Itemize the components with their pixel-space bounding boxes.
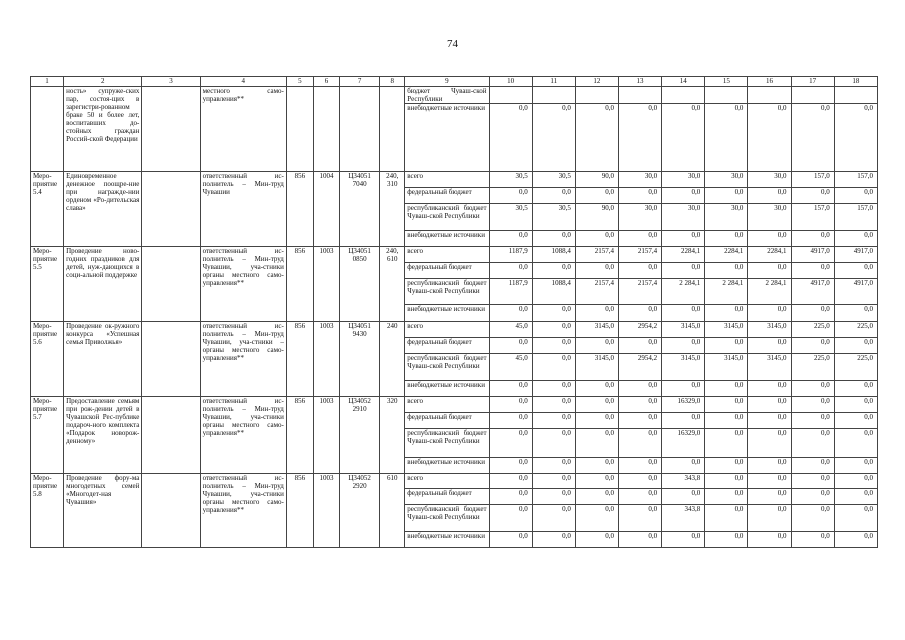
column-header: 8	[380, 77, 405, 87]
amount-cell: 0,0	[662, 104, 705, 172]
amount-cell: 0,0	[791, 381, 834, 397]
amount-cell: 0,0	[575, 505, 618, 532]
gr-bs: 856	[286, 474, 313, 548]
amount-cell: 0,0	[575, 338, 618, 354]
amount-cell	[662, 87, 705, 104]
amount-cell: 0,0	[705, 305, 748, 322]
amount-cell: 0,0	[618, 263, 661, 279]
amount-cell: 0,0	[618, 532, 661, 548]
amount-cell: 157,0	[791, 204, 834, 231]
amount-cell: 16329,0	[662, 429, 705, 458]
amount-cell: 0,0	[618, 104, 661, 172]
amount-cell: 0,0	[532, 532, 575, 548]
funding-source: федеральный бюджет	[405, 263, 489, 279]
amount-cell: 30,0	[705, 172, 748, 188]
amount-cell: 225,0	[791, 354, 834, 381]
amount-cell: 0,0	[662, 231, 705, 247]
amount-cell: 0,0	[662, 338, 705, 354]
executor: ответственный ис-полнитель – Мин-труд Чувашии, уча-стники органы местного само-управления**	[200, 247, 286, 322]
funding-source: бюджет Чуваш-ской Республики	[405, 87, 489, 104]
amount-cell: 0,0	[532, 413, 575, 429]
amount-cell: 0,0	[662, 305, 705, 322]
event-col3	[142, 322, 200, 397]
event-name: Предоставление семьям при рож-дении детей в Чувашской Рес-публике подароч-ного комплекта «Подарок новорож-денному»	[64, 397, 142, 474]
amount-cell: 0,0	[575, 474, 618, 489]
amount-cell	[489, 87, 532, 104]
amount-cell: 0,0	[748, 305, 791, 322]
funding-source: федеральный бюджет	[405, 489, 489, 505]
funding-source: федеральный бюджет	[405, 338, 489, 354]
amount-cell: 0,0	[748, 458, 791, 474]
gr-bs: 856	[286, 247, 313, 322]
amount-cell: 0,0	[489, 489, 532, 505]
target-article: Ц34051 7040	[340, 172, 380, 247]
event-name: Единовременное денежное поощре-ние при награжде-нии орденом «Ро-дительская слава»	[64, 172, 142, 247]
amount-cell: 0,0	[705, 413, 748, 429]
funding-source: республиканский бюджет Чуваш-ской Республики	[405, 204, 489, 231]
page-number: 74	[447, 38, 458, 50]
amount-cell: 0,0	[532, 397, 575, 413]
event-col3	[142, 172, 200, 247]
funding-source: всего	[405, 172, 489, 188]
column-header: 12	[575, 77, 618, 87]
amount-cell: 157,0	[834, 204, 877, 231]
amount-cell: 0,0	[791, 338, 834, 354]
event-name: ность» супруже-ских пар, состоя-щих в зарегистри-рованном браке 50 и более лет, воспитавших до-стойных граждан Россий-ской Федерации	[64, 87, 142, 172]
funding-source: всего	[405, 322, 489, 338]
amount-cell: 0,0	[705, 429, 748, 458]
amount-cell: 0,0	[705, 188, 748, 204]
amount-cell: 0,0	[575, 429, 618, 458]
event-number: Меро-приятие 5.6	[31, 322, 64, 397]
target-article: Ц34051 0850	[340, 247, 380, 322]
funding-source: внебюджетные источники	[405, 381, 489, 397]
amount-cell: 0,0	[532, 104, 575, 172]
amount-cell: 0,0	[618, 231, 661, 247]
amount-cell: 0,0	[575, 489, 618, 505]
executor: местного само-управления**	[200, 87, 286, 172]
amount-cell: 0,0	[662, 263, 705, 279]
amount-cell: 30,5	[532, 172, 575, 188]
amount-cell: 0,0	[662, 489, 705, 505]
amount-cell	[532, 87, 575, 104]
funding-source: всего	[405, 397, 489, 413]
amount-cell: 0,0	[748, 429, 791, 458]
amount-cell: 0,0	[489, 532, 532, 548]
amount-cell: 0,0	[489, 188, 532, 204]
amount-cell: 3145,0	[748, 354, 791, 381]
amount-cell	[748, 87, 791, 104]
amount-cell: 0,0	[662, 458, 705, 474]
amount-cell: 30,0	[748, 204, 791, 231]
funding-source: внебюджетные источники	[405, 458, 489, 474]
amount-cell: 0,0	[489, 104, 532, 172]
amount-cell: 0,0	[748, 397, 791, 413]
amount-cell: 0,0	[748, 474, 791, 489]
amount-cell: 3145,0	[705, 354, 748, 381]
column-header: 9	[405, 77, 489, 87]
amount-cell	[618, 87, 661, 104]
amount-cell: 0,0	[575, 305, 618, 322]
amount-cell: 0,0	[618, 474, 661, 489]
gr-bs	[286, 87, 313, 172]
amount-cell: 2 284,1	[748, 279, 791, 305]
amount-cell: 0,0	[662, 381, 705, 397]
amount-cell: 1187,9	[489, 247, 532, 263]
column-header: 6	[313, 77, 339, 87]
table-body	[31, 87, 878, 548]
amount-cell: 0,0	[791, 474, 834, 489]
amount-cell: 0,0	[748, 231, 791, 247]
event-number: Меро-приятие 5.5	[31, 247, 64, 322]
amount-cell: 0,0	[791, 231, 834, 247]
section-code: 1004	[313, 172, 339, 247]
executor: ответственный ис-полнитель – Мин-труд Чувашии, уча-стники органы местного само-управления**	[200, 474, 286, 548]
amount-cell: 0,0	[705, 505, 748, 532]
amount-cell: 30,5	[489, 204, 532, 231]
funding-source: республиканский бюджет Чуваш-ской Республики	[405, 505, 489, 532]
amount-cell: 0,0	[834, 532, 877, 548]
amount-cell: 0,0	[834, 381, 877, 397]
gr-bs: 856	[286, 397, 313, 474]
amount-cell: 225,0	[791, 322, 834, 338]
amount-cell: 2157,4	[618, 279, 661, 305]
amount-cell: 2954,2	[618, 322, 661, 338]
amount-cell: 4917,0	[791, 279, 834, 305]
table-header	[31, 77, 878, 87]
amount-cell: 30,0	[618, 172, 661, 188]
amount-cell: 0,0	[791, 489, 834, 505]
amount-cell: 3145,0	[575, 322, 618, 338]
header-row	[31, 77, 878, 87]
amount-cell: 0,0	[705, 263, 748, 279]
amount-cell: 0,0	[532, 231, 575, 247]
expense-type	[380, 87, 405, 172]
funding-source: всего	[405, 474, 489, 489]
amount-cell: 0,0	[575, 263, 618, 279]
column-header: 14	[662, 77, 705, 87]
amount-cell: 157,0	[834, 172, 877, 188]
table-row	[31, 474, 878, 489]
amount-cell: 0,0	[532, 474, 575, 489]
target-article	[340, 87, 380, 172]
funding-source: республиканский бюджет Чуваш-ской Республики	[405, 429, 489, 458]
event-col3	[142, 87, 200, 172]
amount-cell: 0,0	[618, 429, 661, 458]
amount-cell: 30,0	[662, 204, 705, 231]
event-name: Проведение фору-ма многодетных семей «Многодет-ная Чувашия»	[64, 474, 142, 548]
amount-cell: 0,0	[834, 231, 877, 247]
amount-cell: 0,0	[705, 489, 748, 505]
amount-cell: 2 284,1	[705, 279, 748, 305]
budget-table	[30, 76, 878, 548]
amount-cell: 3145,0	[662, 354, 705, 381]
amount-cell: 30,0	[618, 204, 661, 231]
funding-source: республиканский бюджет Чуваш-ской Республики	[405, 279, 489, 305]
amount-cell: 4917,0	[834, 279, 877, 305]
amount-cell: 0,0	[791, 104, 834, 172]
amount-cell: 45,0	[489, 322, 532, 338]
section-code: 1003	[313, 397, 339, 474]
amount-cell: 0,0	[748, 104, 791, 172]
amount-cell: 2157,4	[575, 247, 618, 263]
event-name: Проведение ново-годних праздников для детей, нуж-дающихся в соци-альной поддержке	[64, 247, 142, 322]
amount-cell: 0,0	[618, 188, 661, 204]
amount-cell: 0,0	[791, 397, 834, 413]
amount-cell: 3145,0	[748, 322, 791, 338]
funding-source: республиканский бюджет Чуваш-ской Республики	[405, 354, 489, 381]
column-header: 5	[286, 77, 313, 87]
amount-cell: 0,0	[532, 505, 575, 532]
amount-cell: 343,8	[662, 474, 705, 489]
amount-cell: 0,0	[834, 474, 877, 489]
amount-cell: 0,0	[575, 381, 618, 397]
amount-cell: 0,0	[705, 458, 748, 474]
event-number: Меро-приятие 5.4	[31, 172, 64, 247]
amount-cell: 30,0	[748, 172, 791, 188]
amount-cell: 0,0	[489, 397, 532, 413]
amount-cell	[791, 87, 834, 104]
amount-cell: 30,5	[489, 172, 532, 188]
event-col3	[142, 474, 200, 548]
amount-cell: 90,0	[575, 172, 618, 188]
amount-cell: 0,0	[834, 188, 877, 204]
event-number: Меро-приятие 5.7	[31, 397, 64, 474]
amount-cell: 0,0	[575, 188, 618, 204]
amount-cell: 1187,9	[489, 279, 532, 305]
amount-cell: 0,0	[791, 188, 834, 204]
amount-cell: 0,0	[532, 263, 575, 279]
expense-type: 240	[380, 322, 405, 397]
amount-cell: 0,0	[791, 532, 834, 548]
section-code: 1003	[313, 322, 339, 397]
amount-cell: 0,0	[575, 532, 618, 548]
amount-cell: 0,0	[705, 532, 748, 548]
amount-cell: 16329,0	[662, 397, 705, 413]
amount-cell: 0,0	[748, 338, 791, 354]
amount-cell	[834, 87, 877, 104]
amount-cell: 4917,0	[834, 247, 877, 263]
amount-cell: 0,0	[532, 322, 575, 338]
amount-cell: 0,0	[748, 489, 791, 505]
amount-cell: 0,0	[489, 474, 532, 489]
funding-source: внебюджетные источники	[405, 104, 489, 172]
funding-source: всего	[405, 247, 489, 263]
amount-cell: 0,0	[705, 397, 748, 413]
amount-cell: 0,0	[662, 532, 705, 548]
executor: ответственный ис-полнитель – Мин-труд Чувашии, уча-стники – органы местного само-управления**	[200, 322, 286, 397]
amount-cell: 90,0	[575, 204, 618, 231]
amount-cell: 0,0	[748, 505, 791, 532]
executor: ответственный ис-полнитель – Мин-труд Чувашии	[200, 172, 286, 247]
table-row	[31, 322, 878, 338]
amount-cell: 0,0	[489, 263, 532, 279]
amount-cell: 3145,0	[575, 354, 618, 381]
section-code	[313, 87, 339, 172]
amount-cell: 0,0	[834, 397, 877, 413]
amount-cell: 0,0	[834, 505, 877, 532]
table-row	[31, 87, 878, 104]
funding-source: внебюджетные источники	[405, 532, 489, 548]
funding-source: федеральный бюджет	[405, 188, 489, 204]
amount-cell: 45,0	[489, 354, 532, 381]
gr-bs: 856	[286, 172, 313, 247]
amount-cell: 0,0	[834, 104, 877, 172]
amount-cell: 0,0	[618, 489, 661, 505]
amount-cell: 2 284,1	[662, 279, 705, 305]
amount-cell: 0,0	[575, 397, 618, 413]
amount-cell: 0,0	[618, 338, 661, 354]
funding-source: федеральный бюджет	[405, 413, 489, 429]
amount-cell: 2284,1	[705, 247, 748, 263]
amount-cell: 0,0	[834, 305, 877, 322]
amount-cell: 2954,2	[618, 354, 661, 381]
amount-cell: 0,0	[618, 413, 661, 429]
column-header: 10	[489, 77, 532, 87]
column-header: 13	[618, 77, 661, 87]
column-header: 7	[340, 77, 380, 87]
amount-cell: 0,0	[618, 305, 661, 322]
amount-cell: 157,0	[791, 172, 834, 188]
amount-cell: 0,0	[489, 305, 532, 322]
column-header: 1	[31, 77, 64, 87]
table-row	[31, 172, 878, 188]
amount-cell	[575, 87, 618, 104]
amount-cell: 2284,1	[748, 247, 791, 263]
amount-cell: 0,0	[834, 413, 877, 429]
amount-cell: 0,0	[705, 231, 748, 247]
amount-cell: 0,0	[575, 458, 618, 474]
amount-cell: 0,0	[791, 305, 834, 322]
target-article: Ц34052 2920	[340, 474, 380, 548]
amount-cell	[705, 87, 748, 104]
amount-cell: 0,0	[705, 104, 748, 172]
amount-cell: 0,0	[532, 188, 575, 204]
column-header: 16	[748, 77, 791, 87]
amount-cell: 0,0	[489, 231, 532, 247]
column-header: 17	[791, 77, 834, 87]
amount-cell: 0,0	[791, 505, 834, 532]
amount-cell: 0,0	[532, 429, 575, 458]
table-row	[31, 397, 878, 413]
amount-cell: 2157,4	[618, 247, 661, 263]
column-header: 2	[64, 77, 142, 87]
amount-cell: 0,0	[791, 413, 834, 429]
amount-cell: 0,0	[705, 338, 748, 354]
amount-cell: 0,0	[834, 489, 877, 505]
event-name: Проведение ок-ружного конкурса «Успешная семья Приволжья»	[64, 322, 142, 397]
executor: ответственный ис-полнитель – Мин-труд Чувашии, уча-стники органы местного само-управления**	[200, 397, 286, 474]
amount-cell: 0,0	[532, 489, 575, 505]
amount-cell: 2157,4	[575, 279, 618, 305]
amount-cell: 0,0	[748, 413, 791, 429]
amount-cell: 0,0	[705, 474, 748, 489]
amount-cell: 3145,0	[705, 322, 748, 338]
amount-cell: 1088,4	[532, 279, 575, 305]
amount-cell: 0,0	[662, 413, 705, 429]
amount-cell: 0,0	[791, 458, 834, 474]
amount-cell: 3145,0	[662, 322, 705, 338]
amount-cell: 0,0	[705, 381, 748, 397]
amount-cell: 0,0	[575, 231, 618, 247]
amount-cell: 0,0	[834, 263, 877, 279]
amount-cell: 0,0	[532, 354, 575, 381]
expense-type: 240, 310	[380, 172, 405, 247]
column-header: 15	[705, 77, 748, 87]
amount-cell: 0,0	[618, 505, 661, 532]
funding-source: внебюджетные источники	[405, 305, 489, 322]
amount-cell: 0,0	[618, 381, 661, 397]
section-code: 1003	[313, 247, 339, 322]
amount-cell: 225,0	[834, 354, 877, 381]
amount-cell: 0,0	[532, 305, 575, 322]
column-header: 18	[834, 77, 877, 87]
amount-cell: 0,0	[575, 104, 618, 172]
amount-cell: 0,0	[748, 188, 791, 204]
event-number: Меро-приятие 5.8	[31, 474, 64, 548]
amount-cell: 0,0	[532, 458, 575, 474]
target-article: Ц34051 9430	[340, 322, 380, 397]
amount-cell: 30,0	[705, 204, 748, 231]
amount-cell: 225,0	[834, 322, 877, 338]
amount-cell: 30,0	[662, 172, 705, 188]
amount-cell: 0,0	[489, 505, 532, 532]
amount-cell: 0,0	[532, 381, 575, 397]
amount-cell: 0,0	[618, 458, 661, 474]
column-header: 4	[200, 77, 286, 87]
amount-cell: 0,0	[791, 429, 834, 458]
target-article: Ц34052 2910	[340, 397, 380, 474]
amount-cell: 4917,0	[791, 247, 834, 263]
amount-cell: 0,0	[489, 458, 532, 474]
section-code: 1003	[313, 474, 339, 548]
amount-cell: 0,0	[748, 263, 791, 279]
amount-cell: 0,0	[662, 188, 705, 204]
table-row	[31, 247, 878, 263]
amount-cell: 0,0	[489, 413, 532, 429]
event-number	[31, 87, 64, 172]
amount-cell: 0,0	[791, 263, 834, 279]
amount-cell: 0,0	[834, 429, 877, 458]
expense-type: 240, 610	[380, 247, 405, 322]
event-col3	[142, 397, 200, 474]
amount-cell: 2284,1	[662, 247, 705, 263]
amount-cell: 0,0	[834, 338, 877, 354]
amount-cell: 30,5	[532, 204, 575, 231]
amount-cell: 0,0	[575, 413, 618, 429]
column-header: 11	[532, 77, 575, 87]
amount-cell: 1088,4	[532, 247, 575, 263]
event-col3	[142, 247, 200, 322]
funding-source: внебюджетные источники	[405, 231, 489, 247]
amount-cell: 0,0	[748, 532, 791, 548]
gr-bs: 856	[286, 322, 313, 397]
amount-cell: 0,0	[489, 381, 532, 397]
amount-cell: 0,0	[618, 397, 661, 413]
amount-cell: 0,0	[834, 458, 877, 474]
amount-cell: 0,0	[748, 381, 791, 397]
amount-cell: 343,8	[662, 505, 705, 532]
amount-cell: 0,0	[532, 338, 575, 354]
amount-cell: 0,0	[489, 429, 532, 458]
column-header: 3	[142, 77, 200, 87]
expense-type: 610	[380, 474, 405, 548]
expense-type: 320	[380, 397, 405, 474]
amount-cell: 0,0	[489, 338, 532, 354]
